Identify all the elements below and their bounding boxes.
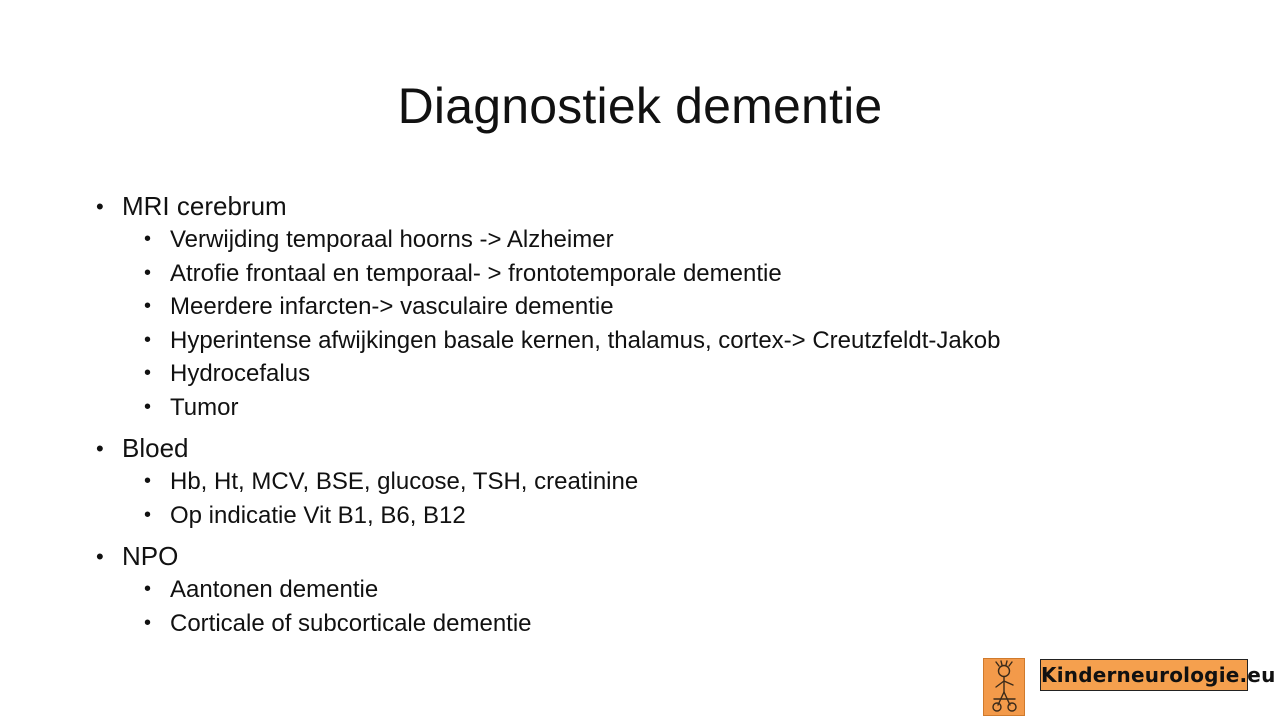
list-item: • Hydrocefalus [144,357,1216,391]
bullet-list [96,190,1216,640]
list-item: • Hb, Ht, MCV, BSE, glucose, TSH, creatinine [144,465,1216,499]
list-item: • Aantonen dementie [144,573,1216,607]
child-figure-logo-icon [983,658,1025,716]
section-bloed [96,432,1216,532]
list-item: • Atrofie frontaal en temporaal- > frontotemporale dementie [144,257,1216,291]
sub-bullet-list [144,223,1216,424]
sub-bullet-list [144,465,1216,532]
logo-text: Kinderneurologie.eu [1040,659,1248,691]
slide-title: Diagnostiek dementie [397,78,883,134]
sub-bullet-list [144,573,1216,640]
list-item: • Meerdere infarcten-> vasculaire dementie [144,290,1216,324]
section-mri [96,190,1216,424]
section-heading: NPO [122,541,179,571]
list-item: • Op indicatie Vit B1, B6, B12 [144,499,1216,533]
section-heading: MRI cerebrum [122,191,287,221]
slide-content [96,190,1216,648]
list-item: • Verwijding temporaal hoorns -> Alzheimer [144,223,1216,257]
section-npo [96,540,1216,640]
list-item: • Tumor [144,391,1216,425]
section-heading: Bloed [122,433,189,463]
list-item: • Corticale of subcorticale dementie [144,607,1216,641]
list-item: • Hyperintense afwijkingen basale kernen, thalamus, cortex-> Creutzfeldt-Jakob [144,324,1216,358]
site-logo [983,658,1276,716]
